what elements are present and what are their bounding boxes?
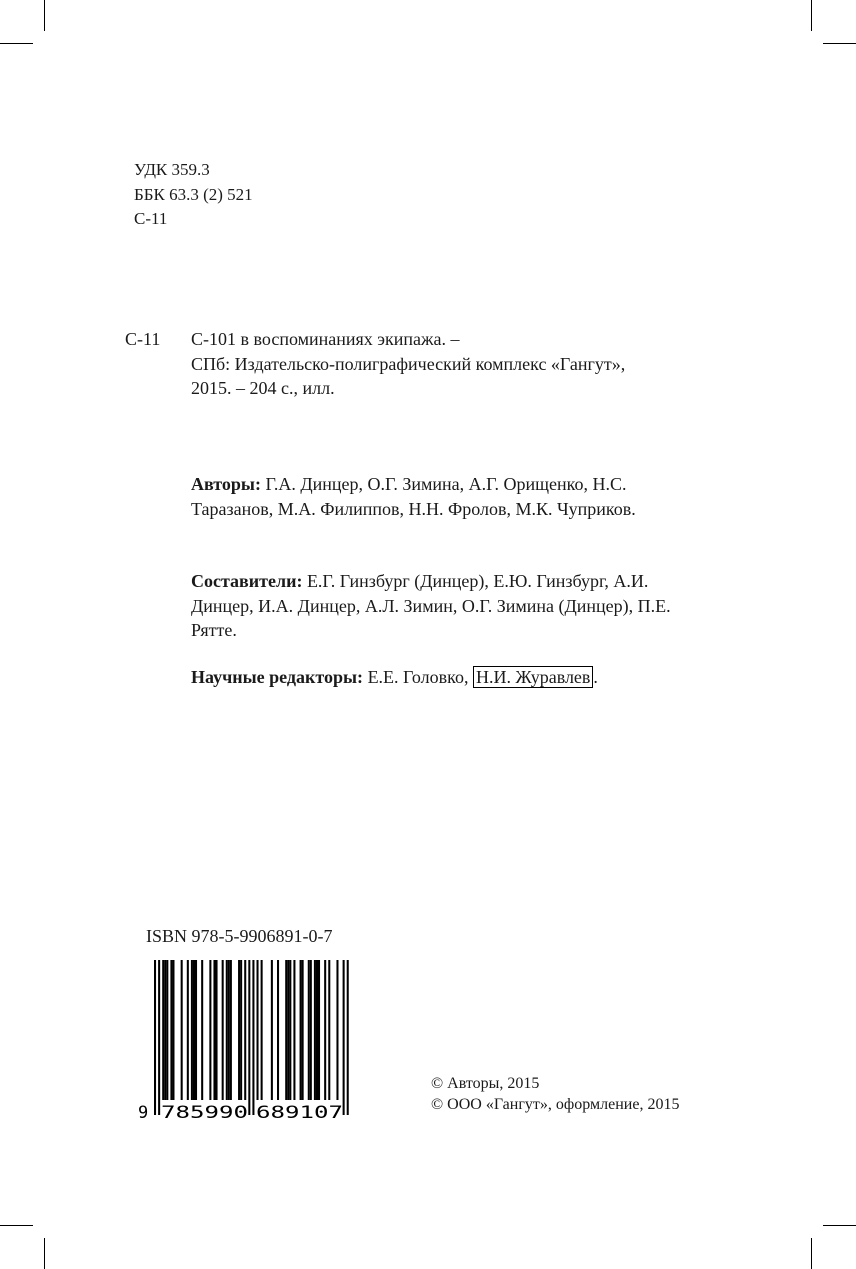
barcode-bar <box>271 960 273 1100</box>
crop-mark <box>811 0 812 31</box>
authors-paragraph <box>191 472 691 521</box>
barcode-bar <box>300 960 302 1100</box>
copyright-block <box>431 1073 679 1115</box>
crop-mark <box>0 43 33 44</box>
authors-list: Г.А. Динцер, О.Г. Зимина, А.Г. Орищенко, Н.С. Таразанов, М.А. Филиппов, Н.Н. Фролов, М.К. Чуприков. <box>191 474 636 519</box>
barcode-bar <box>310 960 312 1100</box>
year-pages-line: 2015. – 204 с., илл. <box>191 378 335 398</box>
classification-block <box>134 158 253 232</box>
isbn: ISBN 978-5-9906891-0-7 <box>146 926 333 946</box>
crop-mark <box>823 43 856 44</box>
barcode-bar <box>285 960 287 1100</box>
barcode-bar <box>181 960 183 1100</box>
barcode-bar <box>209 960 211 1100</box>
barcode-bar <box>170 960 172 1100</box>
bibliographic-record <box>191 327 625 401</box>
bibliographic-code: С-11 <box>125 329 161 349</box>
compilers-label: Составители: <box>191 571 303 591</box>
editors-list: Е.Е. Головко, <box>367 667 469 687</box>
compilers-list: Е.Г. Гинзбург (Динцер), Е.Ю. Гинзбург, А.И. Динцер, И.А. Динцер, А.Л. Зимин, О.Г. Зимина (Динцер), П.Е. Рятте. <box>191 571 671 640</box>
authors-label: Авторы: <box>191 474 261 494</box>
barcode-bar <box>187 960 189 1100</box>
barcode-bar <box>238 960 240 1100</box>
barcode-digits-left: 785990 <box>161 1103 248 1123</box>
barcode-bar <box>316 960 318 1100</box>
barcode-bar <box>216 960 218 1100</box>
barcode-bar <box>314 960 316 1100</box>
barcode-bar <box>164 960 166 1100</box>
barcode-bar <box>277 960 279 1100</box>
barcode-bar <box>154 960 156 1115</box>
publisher-line: СПб: Издательско-полиграфический комплекс «Гангут», <box>191 353 626 374</box>
barcode-bar <box>213 960 215 1100</box>
barcode-bar <box>287 960 289 1100</box>
barcode-bar <box>162 960 164 1100</box>
barcode-bar <box>343 960 345 1115</box>
barcode-bar <box>195 960 197 1100</box>
barcode-digit-first: 9 <box>138 1103 149 1123</box>
crop-mark <box>0 1225 33 1226</box>
compilers-paragraph <box>191 569 691 643</box>
barcode-bar <box>248 960 250 1115</box>
udk-code: УДК 359.3 <box>134 160 210 179</box>
barcode-bar <box>230 960 232 1100</box>
copyright-publisher: © ООО «Гангут», оформление, 2015 <box>431 1096 680 1113</box>
barcode-digits-right: 689107 <box>256 1103 343 1123</box>
bbk-code: ББК 63.3 (2) 521 <box>134 184 253 204</box>
crop-mark <box>44 1238 45 1269</box>
barcode-bar <box>261 960 263 1100</box>
barcode-bar <box>302 960 304 1100</box>
barcode-bar <box>191 960 193 1100</box>
barcode-bar <box>308 960 310 1100</box>
barcode-bar <box>347 960 349 1115</box>
boxed-editor-name: Н.И. Журавлев <box>473 666 593 688</box>
barcode-bar <box>324 960 326 1100</box>
editors-end: . <box>593 667 598 687</box>
barcode-bar <box>318 960 320 1100</box>
barcode-bar <box>293 960 295 1100</box>
barcode-bar <box>244 960 246 1100</box>
barcode-bar <box>228 960 230 1100</box>
editors-label: Научные редакторы: <box>191 667 364 687</box>
author-mark: С-11 <box>134 209 168 228</box>
title-line: С-101 в воспоминаниях экипажа. – <box>191 329 460 349</box>
crop-mark <box>44 0 45 31</box>
barcode-bar <box>328 960 330 1100</box>
copyright-authors: © Авторы, 2015 <box>431 1075 540 1092</box>
barcode-bar <box>193 960 195 1100</box>
barcode-bar <box>158 960 160 1115</box>
barcode-bar <box>201 960 203 1100</box>
barcode-bar <box>166 960 168 1100</box>
barcode-bar <box>240 960 242 1100</box>
editors-paragraph <box>191 665 751 690</box>
barcode-bar <box>257 960 259 1100</box>
barcode-bar <box>336 960 338 1100</box>
barcode-bar <box>222 960 224 1100</box>
barcode-bar <box>226 960 228 1100</box>
crop-mark <box>823 1225 856 1226</box>
barcode-bar <box>289 960 291 1100</box>
barcode-bar <box>172 960 174 1100</box>
barcode <box>134 958 354 1128</box>
crop-mark <box>811 1238 812 1269</box>
barcode-bar <box>252 960 254 1115</box>
